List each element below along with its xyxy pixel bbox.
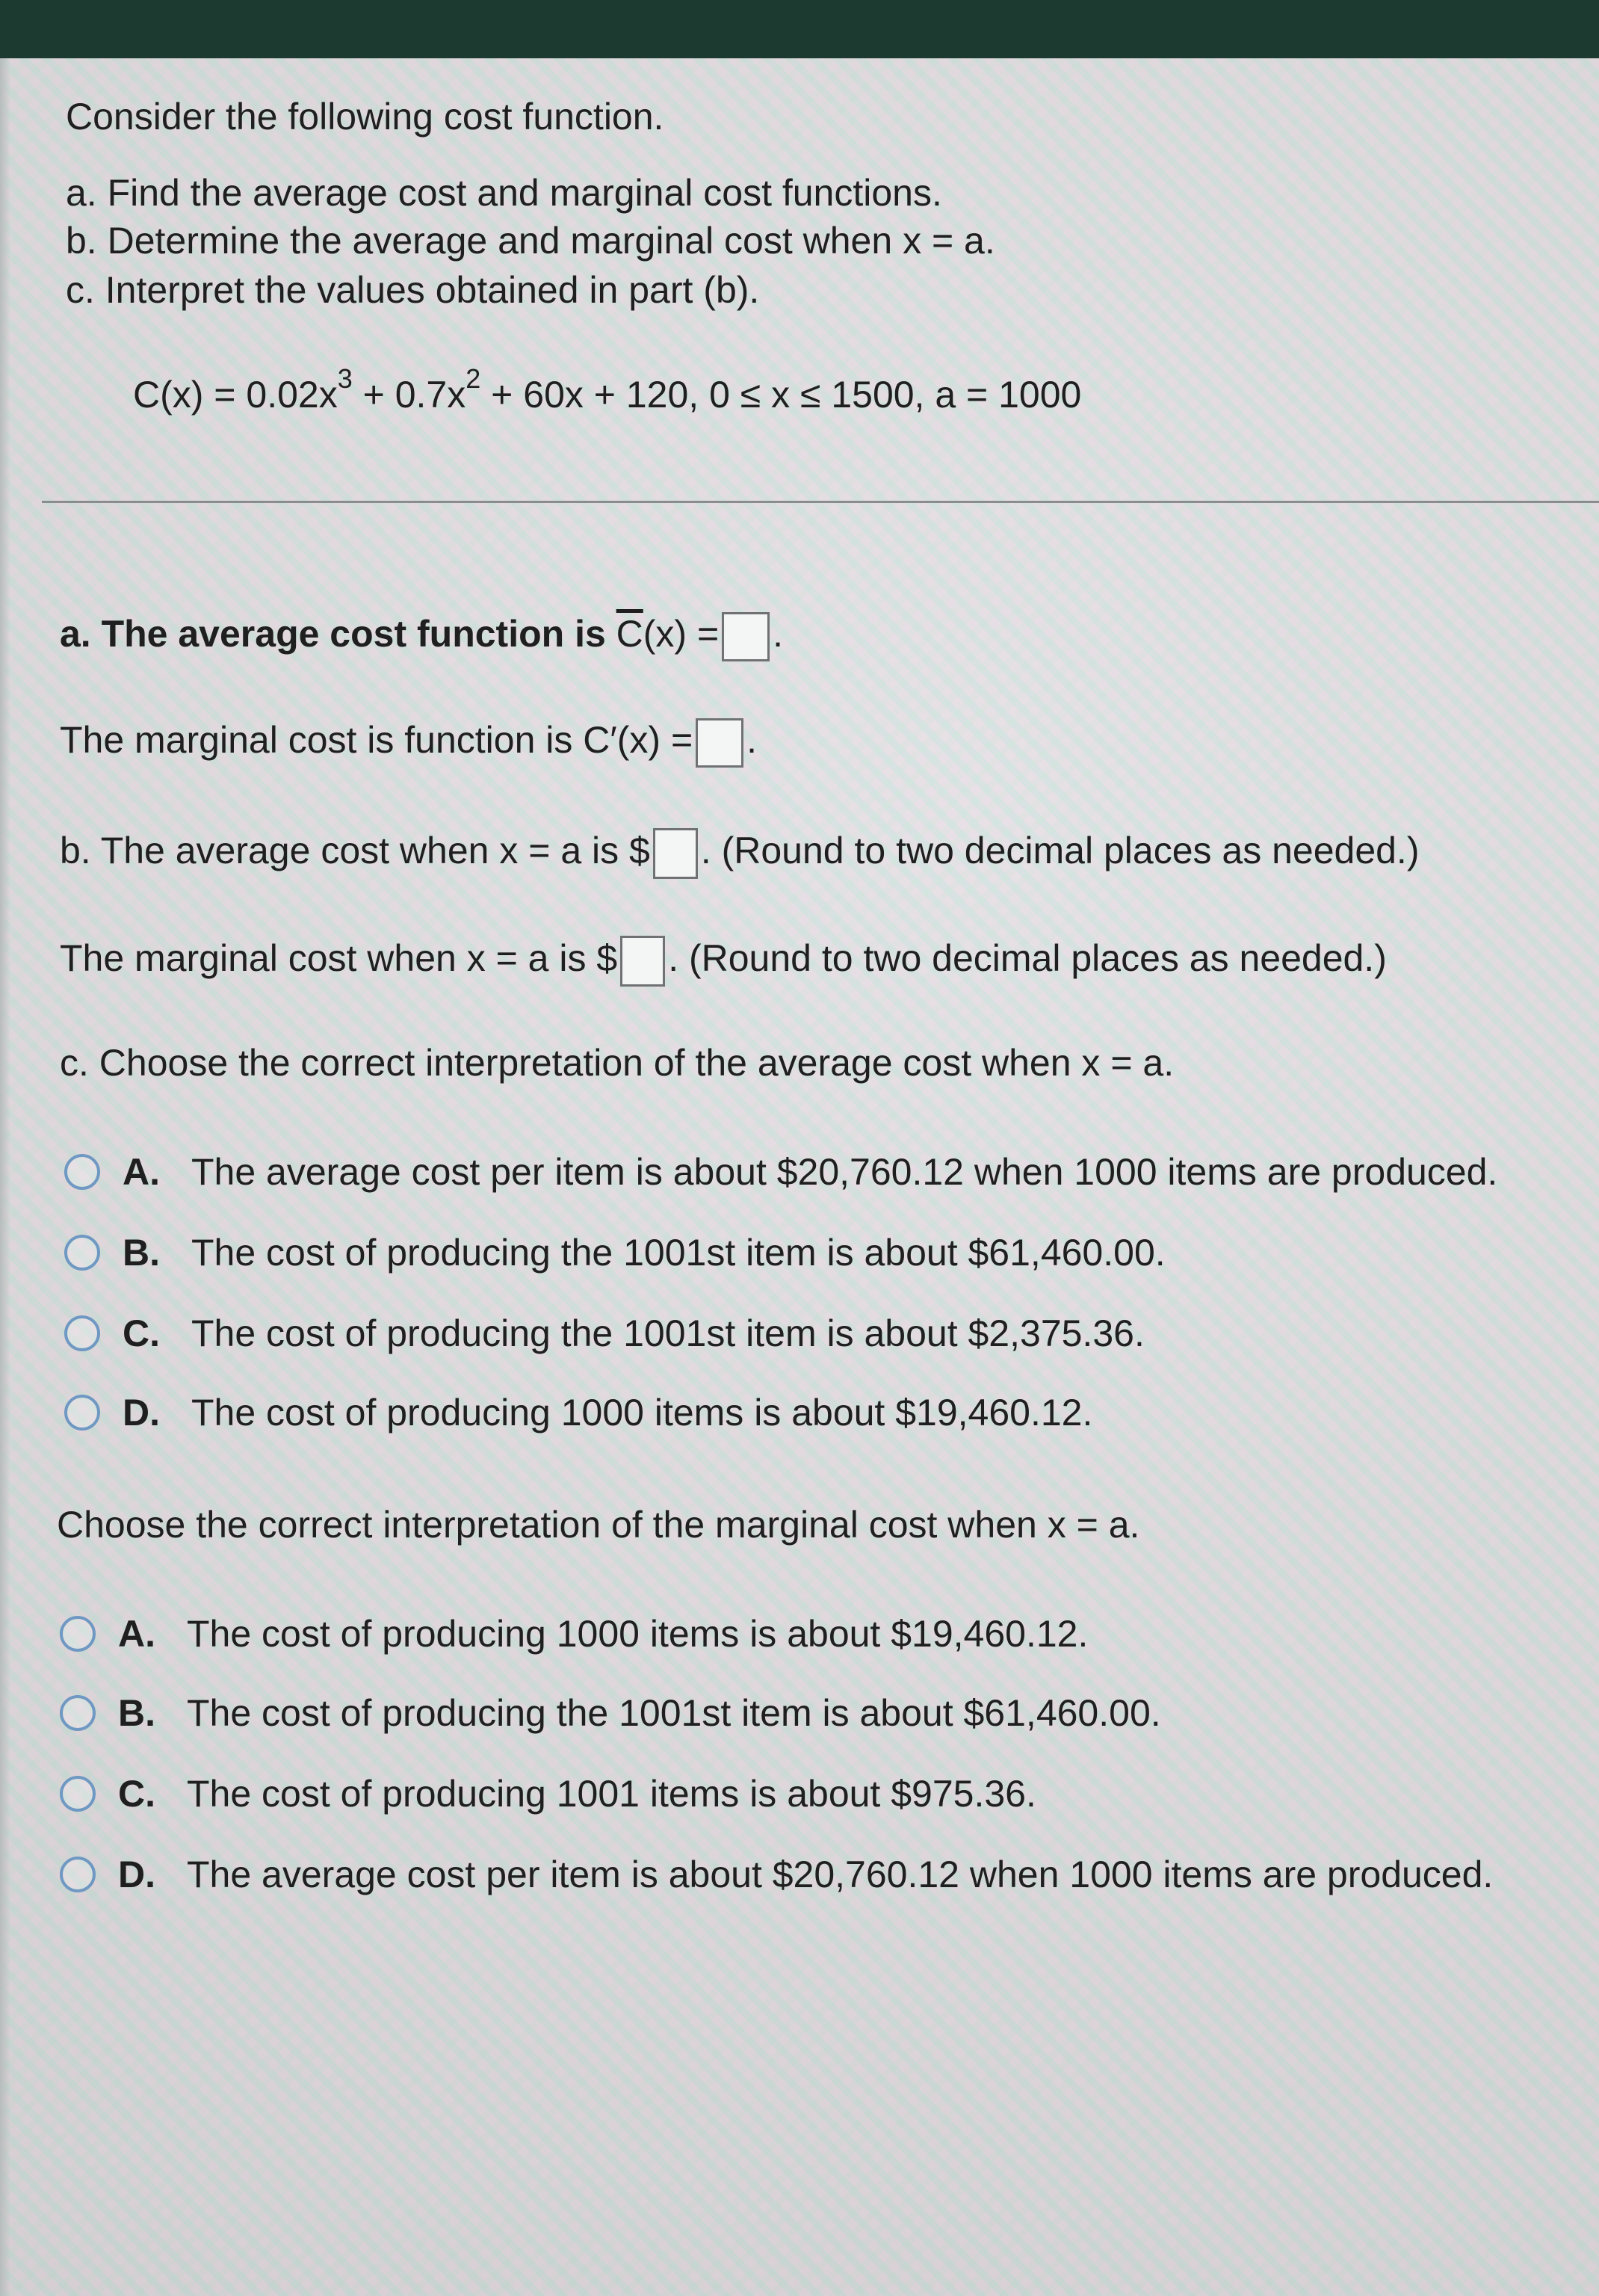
part-c-instruction: c. Interpret the values obtained in part (b). bbox=[66, 269, 760, 311]
option-text: The average cost per item is about $20,760.12 when 1000 items are produced. bbox=[191, 1151, 1498, 1193]
avg-cost-value-line bbox=[60, 828, 1419, 879]
option-text: The cost of producing 1001 items is about $975.36. bbox=[187, 1773, 1036, 1815]
function-lhs: C(x) = 0.02x bbox=[133, 374, 338, 416]
avg-cost-symbol: $\overline{C}$ bbox=[616, 613, 643, 655]
function-mid: + 0.7x bbox=[352, 374, 466, 416]
part-a-instruction: a. Find the average cost and marginal cost functions. bbox=[66, 172, 942, 214]
marg-option-c[interactable] bbox=[60, 1771, 1036, 1816]
avg-option-d[interactable] bbox=[64, 1390, 1092, 1435]
option-letter: C. bbox=[123, 1312, 160, 1354]
marginal-cost-value-text: The marginal cost when x = a is $ bbox=[60, 937, 618, 980]
marg-option-a[interactable] bbox=[60, 1611, 1088, 1656]
avg-cost-value-text: b. The average cost when x = a is $ bbox=[60, 830, 650, 872]
avg-option-c[interactable] bbox=[64, 1311, 1145, 1356]
marg-option-b[interactable] bbox=[60, 1691, 1161, 1735]
option-text: The cost of producing 1000 items is about $19,460.12. bbox=[191, 1392, 1093, 1434]
marginal-cost-function-text: The marginal cost is function is C′(x) = bbox=[60, 719, 693, 761]
option-text: The average cost per item is about $20,760.12 when 1000 items are produced. bbox=[187, 1854, 1494, 1895]
radio-button[interactable] bbox=[64, 1235, 100, 1271]
avg-interpretation-prompt: c. Choose the correct interpretation of the average cost when x = a. bbox=[60, 1042, 1175, 1084]
top-bar bbox=[0, 0, 1599, 58]
avg-cost-arg: (x) = bbox=[643, 613, 720, 655]
avg-cost-function-period: . bbox=[773, 613, 784, 655]
option-text: The cost of producing the 1001st item is about $2,375.36. bbox=[191, 1312, 1145, 1354]
option-letter: D. bbox=[123, 1392, 160, 1434]
avg-cost-function-input[interactable] bbox=[722, 612, 770, 661]
avg-option-b[interactable] bbox=[64, 1230, 1166, 1275]
radio-button[interactable] bbox=[60, 1695, 96, 1731]
radio-button[interactable] bbox=[64, 1315, 100, 1351]
radio-button[interactable] bbox=[64, 1395, 100, 1431]
marginal-cost-function-input[interactable] bbox=[696, 718, 743, 768]
option-letter: C. bbox=[118, 1773, 155, 1815]
option-text: The cost of producing the 1001st item is about $61,460.00. bbox=[191, 1232, 1166, 1274]
radio-button[interactable] bbox=[60, 1776, 96, 1812]
marginal-cost-function-period: . bbox=[746, 719, 758, 761]
option-letter: B. bbox=[118, 1692, 155, 1734]
function-rest: + 60x + 120, 0 ≤ x ≤ 1500, a = 1000 bbox=[480, 374, 1082, 416]
marg-option-d[interactable] bbox=[60, 1852, 1493, 1897]
option-letter: A. bbox=[118, 1613, 155, 1655]
marginal-cost-value-line bbox=[60, 936, 1387, 987]
radio-button[interactable] bbox=[60, 1616, 96, 1652]
radio-button[interactable] bbox=[64, 1154, 100, 1190]
option-letter: A. bbox=[123, 1151, 160, 1193]
question-intro: Consider the following cost function. bbox=[66, 96, 664, 138]
function-exponent-3: 3 bbox=[337, 363, 353, 394]
radio-button[interactable] bbox=[60, 1857, 96, 1892]
option-text: The cost of producing the 1001st item is about $61,460.00. bbox=[187, 1692, 1161, 1734]
avg-option-a[interactable] bbox=[64, 1149, 1497, 1194]
marginal-cost-function-line bbox=[60, 718, 757, 768]
marginal-cost-value-input[interactable] bbox=[620, 936, 665, 987]
cost-function bbox=[133, 363, 1082, 421]
part-b-instruction: b. Determine the average and marginal cost when x = a. bbox=[66, 220, 995, 262]
option-letter: D. bbox=[118, 1854, 155, 1895]
avg-cost-function-line bbox=[60, 611, 783, 661]
option-letter: B. bbox=[123, 1232, 160, 1274]
avg-cost-value-input[interactable] bbox=[653, 828, 698, 879]
avg-cost-function-text: a. The average cost function is bbox=[60, 613, 616, 655]
avg-cost-value-hint: . (Round to two decimal places as needed.) bbox=[700, 830, 1420, 872]
left-edge bbox=[0, 58, 10, 2296]
function-exponent-2: 2 bbox=[466, 363, 481, 394]
marginal-interpretation-prompt: Choose the correct interpretation of the marginal cost when x = a. bbox=[57, 1504, 1140, 1546]
marginal-cost-value-hint: . (Round to two decimal places as needed.) bbox=[668, 937, 1387, 980]
section-divider bbox=[42, 501, 1599, 503]
option-text: The cost of producing 1000 items is about $19,460.12. bbox=[187, 1613, 1089, 1655]
